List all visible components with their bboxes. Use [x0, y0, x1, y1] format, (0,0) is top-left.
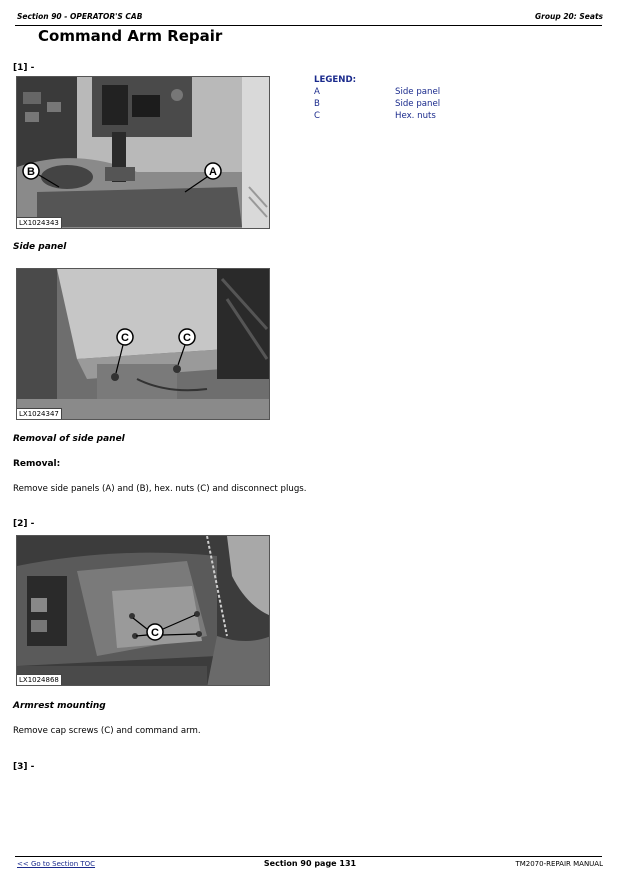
- page-number: Section 90 page 131: [263, 859, 357, 868]
- legend-row: [314, 110, 436, 122]
- figure-id: LX1024347: [17, 408, 62, 419]
- page-header: [17, 12, 603, 26]
- legend-title: LEGEND:: [314, 75, 357, 85]
- legend-key: C: [314, 111, 321, 121]
- figure-caption: Side panel: [13, 242, 67, 252]
- figure-id: LX1024868: [17, 674, 62, 685]
- legend-value: Hex. nuts: [395, 111, 436, 121]
- legend: [314, 74, 441, 122]
- page-title: Command Arm Repair: [38, 27, 223, 45]
- figure-caption: Armrest mounting: [13, 701, 106, 711]
- legend-row: [314, 98, 441, 110]
- figure-side-panel: [16, 76, 270, 229]
- armrest-photo: [17, 536, 270, 686]
- step-label: [2] -: [13, 519, 35, 529]
- manual-label: TM2070-REPAIR MANUAL: [515, 860, 603, 868]
- toc-link[interactable]: << Go to Section TOC: [17, 860, 96, 868]
- figure-removal: [16, 268, 270, 420]
- instruction-text: Remove side panels (A) and (B), hex. nuts (C) and disconnect plugs.: [13, 484, 307, 494]
- legend-row: [314, 86, 441, 98]
- legend-key: B: [314, 99, 320, 109]
- side-panel-photo: [17, 77, 270, 229]
- callout-a: A: [209, 166, 217, 178]
- legend-value: Side panel: [395, 99, 441, 109]
- legend-value: Side panel: [395, 87, 441, 97]
- legend-key: A: [314, 87, 320, 97]
- figure-armrest: [16, 535, 270, 686]
- step-label: [1] -: [13, 63, 35, 73]
- callout-c: C: [183, 332, 191, 344]
- group-label: Group 20: Seats: [535, 12, 603, 21]
- subheading: Removal:: [13, 459, 61, 469]
- figure-caption: Removal of side panel: [13, 434, 125, 444]
- instruction-text: Remove cap screws (C) and command arm.: [13, 726, 201, 736]
- step-label: [3] -: [13, 762, 35, 772]
- section-label: Section 90 - OPERATOR'S CAB: [17, 12, 143, 21]
- callout-b: B: [27, 166, 35, 178]
- removal-photo: [17, 269, 270, 420]
- callout-c: C: [121, 332, 129, 344]
- page-footer: [17, 860, 603, 872]
- figure-id: LX1024343: [17, 217, 62, 228]
- footer-rule: [15, 856, 602, 857]
- callout-c: C: [151, 627, 159, 639]
- header-rule: [15, 25, 602, 26]
